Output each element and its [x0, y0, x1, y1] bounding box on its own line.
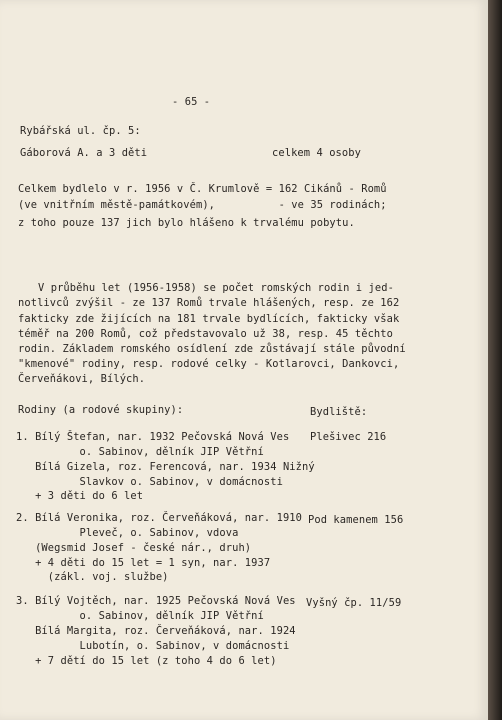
family-line: Bílá Margita, roz. Červeňáková, nar. 1924 — [16, 625, 296, 637]
family-line: + 3 děti do 6 let — [16, 490, 144, 502]
page-edge — [488, 0, 502, 720]
family-line: o. Sabinov, dělník JIP Větřní — [16, 610, 264, 622]
summary-line: z toho pouze 137 jich bylo hlášeno k trvalému pobytu. — [18, 217, 355, 229]
family-line: + 7 dětí do 15 let (z toho 4 do 6 let) — [16, 655, 277, 667]
family-residence: Pod kamenem 156 — [308, 514, 404, 526]
gabor-line: Gáborová A. a 3 děti — [20, 147, 148, 159]
family-line: 1. Bílý Štefan, nar. 1932 Pečovská Nová Ves — [16, 431, 290, 443]
paragraph-line: "kmenové" rodiny, resp. rodové celky - Kotlarovci, Dankovci, — [18, 358, 400, 370]
page-number: - 65 - — [172, 96, 211, 108]
summary-line: Celkem bydlelo v r. 1956 v Č. Krumlově = 162 Cikánů - Romů — [18, 183, 387, 195]
family-line: (Wegsmid Josef - české nár., druh) — [16, 542, 252, 554]
family-line: Slavkov o. Sabinov, v domácnosti — [16, 476, 283, 488]
family-line: 2. Bílá Veronika, roz. Červeňáková, nar. 1910 — [16, 512, 303, 524]
family-line: Pleveč, o. Sabinov, vdova — [16, 527, 239, 539]
paragraph-line: téměř na 200 Romů, což představovalo už 38, resp. 45 těchto — [18, 328, 393, 340]
street-heading: Rybářská ul. čp. 5: — [20, 125, 141, 137]
summary-line: (ve vnitřním městě-památkovém), - ve 35 rodinách; — [18, 199, 387, 211]
families-header: Rodiny (a rodové skupiny): — [18, 404, 184, 416]
paragraph-line: rodin. Základem romského osídlení zde zůstávají stále původní — [18, 343, 406, 355]
family-residence: Vyšný čp. 11/59 — [306, 597, 402, 609]
family-line: o. Sabinov, dělník JIP Větřní — [16, 446, 264, 458]
family-line: Lubotín, o. Sabinov, v domácnosti — [16, 640, 290, 652]
paragraph-line: V průběhu let (1956-1958) se počet romských rodin i jed- — [38, 282, 394, 294]
paragraph-line: fakticky zde žijících na 181 trvale bydlících, fakticky však — [18, 313, 400, 325]
family-line: Bílá Gizela, roz. Ferencová, nar. 1934 Nižný — [16, 461, 315, 473]
residence-header: Bydliště: — [310, 406, 368, 418]
paragraph-line: Červeňákovi, Bílých. — [18, 373, 146, 385]
gabor-total: celkem 4 osoby — [272, 147, 361, 159]
paragraph-line: notlivců zvýšil - ze 137 Romů trvale hlášených, resp. ze 162 — [18, 297, 400, 309]
family-line: + 4 děti do 15 let = 1 syn, nar. 1937 — [16, 557, 271, 569]
family-line: 3. Bílý Vojtěch, nar. 1925 Pečovská Nová Ves — [16, 595, 296, 607]
family-residence: Plešivec 216 — [310, 431, 387, 443]
family-line: (zákl. voj. službe) — [16, 571, 169, 583]
